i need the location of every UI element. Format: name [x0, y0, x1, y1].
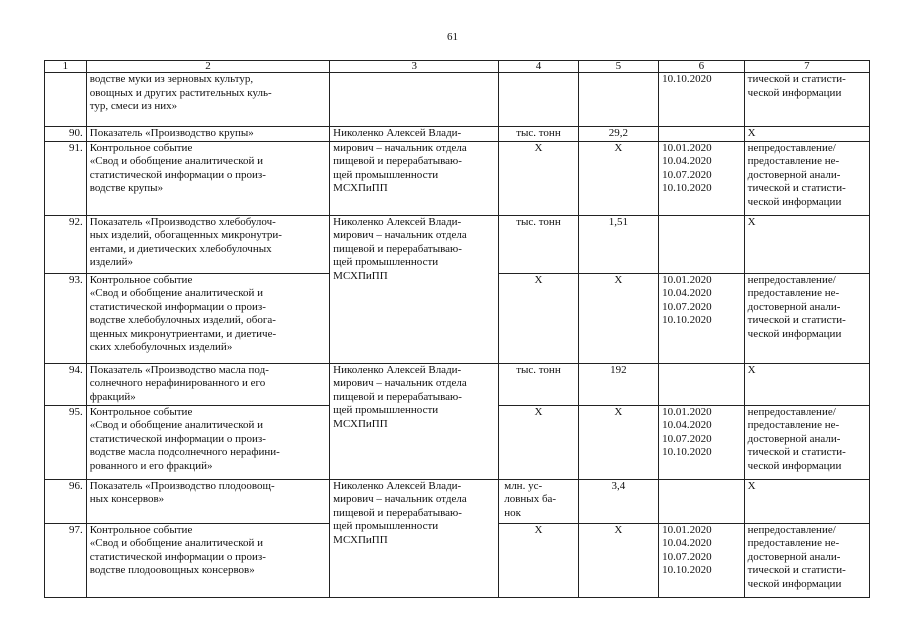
plan-table: [44, 60, 870, 598]
row-dates: [659, 363, 745, 405]
row-value: X: [578, 273, 658, 363]
row-note: X: [744, 363, 869, 405]
row-number: 97.: [45, 523, 87, 597]
row-note: X: [744, 127, 869, 142]
row-unit: тыс. тонн: [499, 363, 578, 405]
header-cell: 3: [330, 61, 499, 73]
row-description: водстве муки из зерновых культур, овощных и других растительных куль- тур, смеси из них»: [86, 73, 329, 127]
table-row: [45, 141, 870, 215]
row-responsible: Николенко Алексей Влади-: [330, 127, 499, 142]
row-number: 90.: [45, 127, 87, 142]
row-number: 92.: [45, 215, 87, 273]
row-value: X: [578, 523, 658, 597]
row-dates: [659, 127, 745, 142]
row-note: непредоставление/ предоставление не- достоверной анали- тической и статисти- ческой информации: [744, 405, 869, 479]
header-cell: 6: [659, 61, 745, 73]
row-number: 91.: [45, 141, 87, 215]
row-value: [578, 73, 658, 127]
row-dates: [659, 215, 745, 273]
row-responsible: Николенко Алексей Влади- мирович – начальник отдела пищевой и перерабатываю- щей промышленности МСХПиПП: [330, 479, 499, 597]
row-description: Контрольное событие «Свод и обобщение аналитической и статистической информации о произ- водстве масла подсолнечного нерафини- рованного и его фракций»: [86, 405, 329, 479]
header-cell: 4: [499, 61, 578, 73]
row-value: X: [578, 405, 658, 479]
row-unit: тыс. тонн: [499, 127, 578, 142]
row-description: Показатель «Производство плодоовощ- ных консервов»: [86, 479, 329, 523]
row-number: 96.: [45, 479, 87, 523]
row-value: 29,2: [578, 127, 658, 142]
row-note: непредоставление/ предоставление не- достоверной анали- тической и статисти- ческой информации: [744, 273, 869, 363]
row-unit: X: [499, 405, 578, 479]
row-unit: X: [499, 141, 578, 215]
row-unit: тыс. тонн: [499, 215, 578, 273]
table-row: [45, 127, 870, 142]
row-note: X: [744, 215, 869, 273]
row-number: 94.: [45, 363, 87, 405]
row-value: 192: [578, 363, 658, 405]
row-dates: 10.10.2020: [659, 73, 745, 127]
row-dates: [659, 479, 745, 523]
row-responsible: Николенко Алексей Влади- мирович – начальник отдела пищевой и перерабатываю- щей промышленности МСХПиПП: [330, 363, 499, 479]
row-description: Контрольное событие «Свод и обобщение аналитической и статистической информации о произ- водстве плодоовощных консервов»: [86, 523, 329, 597]
row-number: 93.: [45, 273, 87, 363]
row-unit: [499, 73, 578, 127]
header-cell: 2: [86, 61, 329, 73]
row-dates: 10.01.2020 10.04.2020 10.07.2020 10.10.2020: [659, 523, 745, 597]
row-unit: X: [499, 273, 578, 363]
row-unit: млн. ус- ловных ба- нок: [499, 479, 578, 523]
row-responsible: [330, 73, 499, 127]
row-dates: 10.01.2020 10.04.2020 10.07.2020 10.10.2020: [659, 405, 745, 479]
row-value: 3,4: [578, 479, 658, 523]
row-note: непредоставление/ предоставление не- достоверной анали- тической и статисти- ческой информации: [744, 141, 869, 215]
table-row: [45, 73, 870, 127]
row-note: непредоставление/ предоставление не- достоверной анали- тической и статисти- ческой информации: [744, 523, 869, 597]
row-description: Показатель «Производство масла под- солнечного нерафинированного и его фракций»: [86, 363, 329, 405]
header-cell: 5: [578, 61, 658, 73]
table-row: [45, 479, 870, 523]
page-number: 61: [447, 31, 458, 43]
row-number: [45, 73, 87, 127]
row-description: Контрольное событие «Свод и обобщение аналитической и статистической информации о произ- водстве крупы»: [86, 141, 329, 215]
header-cell: 7: [744, 61, 869, 73]
row-dates: 10.01.2020 10.04.2020 10.07.2020 10.10.2020: [659, 141, 745, 215]
row-note: тической и статисти- ческой информации: [744, 73, 869, 127]
row-note: X: [744, 479, 869, 523]
row-value: X: [578, 141, 658, 215]
row-responsible: мирович – начальник отдела пищевой и перерабатываю- щей промышленности МСХПиПП: [330, 141, 499, 215]
row-responsible: Николенко Алексей Влади- мирович – начальник отдела пищевой и перерабатываю- щей промышленности МСХПиПП: [330, 215, 499, 363]
row-value: 1,51: [578, 215, 658, 273]
row-unit: X: [499, 523, 578, 597]
row-description: Показатель «Производство хлебобулоч- ных изделий, обогащенных микронутри- ентами, и диетических хлебобулочных изделий»: [86, 215, 329, 273]
header-row: [45, 61, 870, 73]
header-cell: 1: [45, 61, 87, 73]
row-dates: 10.01.2020 10.04.2020 10.07.2020 10.10.2020: [659, 273, 745, 363]
row-number: 95.: [45, 405, 87, 479]
row-description: Показатель «Производство крупы»: [86, 127, 329, 142]
row-description: Контрольное событие «Свод и обобщение аналитической и статистической информации о произ- водстве хлебобулочных изделий, обога- щенных микронутриентами, и диетиче- ских хлебобулочных изделий»: [86, 273, 329, 363]
table-row: [45, 363, 870, 405]
table-row: [45, 215, 870, 273]
